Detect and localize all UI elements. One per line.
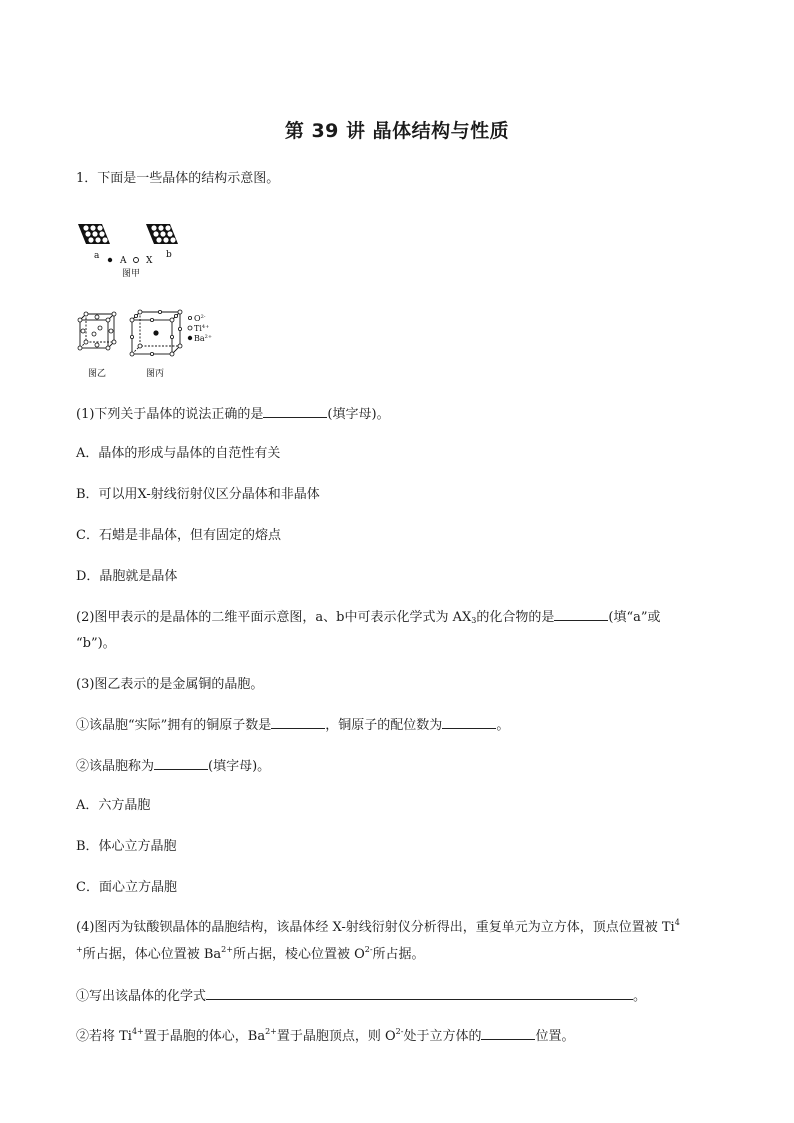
answer-blank-4b[interactable] [481, 1027, 535, 1040]
option-a: A．晶体的形成与晶体的自范性有关 [76, 446, 281, 461]
legend-a: A [120, 256, 127, 266]
question-1-3: (3)图乙表示的是金属铜的晶胞。 [76, 677, 264, 692]
answer-blank-3b[interactable] [442, 716, 496, 729]
question-1-4-sub1: ①写出该晶体的化学式 。 [76, 989, 647, 1004]
question-1-2: (2)图甲表示的是晶体的二维平面示意图，a、b中可表示化学式为 $AX_3$的化合物的是 (填“a”或 [76, 610, 661, 625]
lattice-a [78, 224, 110, 244]
option-d: D．晶胞就是晶体 [76, 569, 178, 584]
figure-yi-bing [74, 302, 224, 382]
legend-ba-icon [188, 336, 192, 340]
lattice-b [146, 224, 178, 244]
question-1-2-cont: “b”)。 [76, 636, 116, 651]
legend-ti: $Ti^{4+}$ [194, 324, 210, 333]
option-c: C．石蜡是非晶体，但有固定的熔点 [76, 528, 281, 543]
atom-a-legend-dot [108, 258, 112, 262]
question-1-4: (4)图丙为钛酸钡晶体的晶胞结构，该晶体经 X-射线衍射仪分析得出，重复单元为立方体，顶点位置被 Ti$^4$ [76, 918, 680, 935]
option-3b: B．体心立方晶胞 [76, 839, 177, 854]
legend-ti-icon [188, 326, 192, 330]
caption-bing: 图丙 [146, 369, 165, 379]
question-1-4-sub2: ②若将 $Ti^{4+}$置于晶胞的体心，$Ba^{2+}$置于晶胞顶点，则 $O^{2-}$处于立方体的 位置。 [76, 1027, 575, 1044]
page-title: 第 39 讲 晶体结构与性质 [284, 120, 510, 142]
legend-o: $O^{2-}$ [194, 314, 206, 323]
question-1-1: (1)下列关于晶体的说法正确的是 (填字母)。 [76, 407, 390, 422]
label-a: a [94, 251, 100, 261]
legend-ba: $Ba^{2+}$ [194, 334, 213, 343]
figure-jia [74, 220, 194, 282]
legend-x: X [146, 256, 153, 266]
label-b: b [166, 250, 172, 260]
answer-blank-1[interactable] [263, 405, 327, 418]
caption-yi: 图乙 [88, 369, 107, 379]
answer-blank-3a[interactable] [271, 716, 325, 729]
question-1-3-sub2: ②该晶胞称为 (填字母)。 [76, 759, 271, 774]
question-1-3-sub1: ①该晶胞“实际”拥有的铜原子数是 ，铜原子的配位数为 。 [76, 718, 510, 733]
question-1-4-cont: +所占据，体心位置被 $Ba^{2+}$所占据，棱心位置被 $O^{2-}$所占据。 [76, 945, 425, 962]
legend-o-icon [188, 316, 191, 319]
option-3a: A．六方晶胞 [76, 798, 151, 813]
caption-jia: 图甲 [122, 269, 141, 279]
option-b: B．可以用X-射线衍射仪区分晶体和非晶体 [76, 487, 320, 502]
answer-blank-4a[interactable] [206, 987, 633, 1000]
atom-bing-center [153, 330, 158, 335]
option-3c: C．面心立方晶胞 [76, 880, 177, 895]
answer-blank-3c[interactable] [154, 757, 208, 770]
question-1-intro: 1．下面是一些晶体的结构示意图。 [76, 171, 280, 186]
atom-x-legend-circle [134, 258, 139, 263]
answer-blank-2[interactable] [554, 608, 608, 621]
